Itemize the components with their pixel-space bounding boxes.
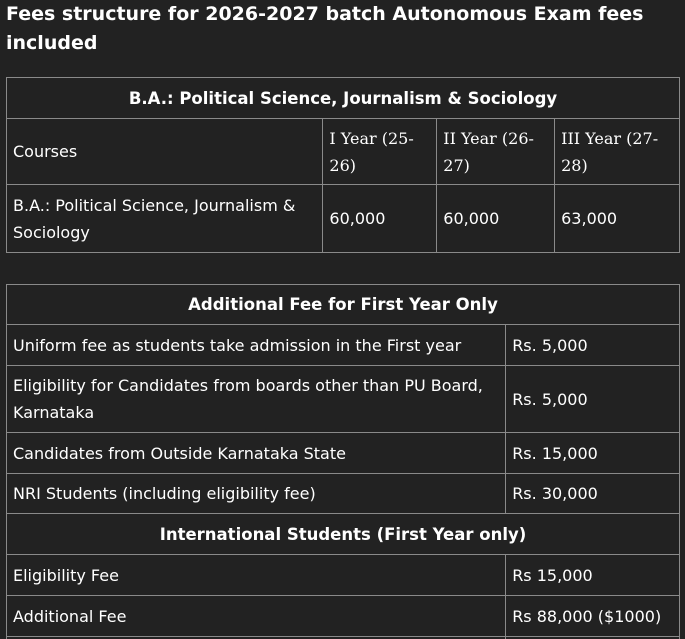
additional-fee-table — [6, 284, 680, 639]
table-title: Additional Fee for First Year Only — [7, 285, 680, 325]
course-name-cell: B.A.: Political Science, Journalism & Sociology — [7, 185, 323, 253]
table-row — [7, 433, 680, 474]
year2-header: II Year (26-27) — [437, 119, 555, 185]
year2-fee-cell: 60,000 — [437, 185, 555, 253]
fee-value-cell: Rs. 30,000 — [506, 474, 680, 514]
international-students-title: International Students (First Year only) — [7, 514, 680, 555]
fee-label-cell: NRI Students (including eligibility fee) — [7, 474, 506, 514]
fee-label-cell: Uniform fee as students take admission in the First year — [7, 325, 506, 366]
fee-label-cell: Candidates from Outside Karnataka State — [7, 433, 506, 474]
year1-fee-cell: 60,000 — [323, 185, 437, 253]
fee-label-cell: Eligibility for Candidates from boards other than PU Board, Karnataka — [7, 366, 506, 433]
ba-fees-table — [6, 77, 680, 253]
fee-label-cell: Additional Fee — [7, 596, 506, 637]
table-row — [7, 325, 680, 366]
year3-fee-cell: 63,000 — [555, 185, 680, 253]
table-row — [7, 366, 680, 433]
table-row — [7, 596, 680, 637]
fee-value-cell: Rs. 5,000 — [506, 325, 680, 366]
courses-header: Courses — [7, 119, 323, 185]
table-title: B.A.: Political Science, Journalism & Sociology — [7, 78, 680, 119]
fee-value-cell: Rs 88,000 ($1000) — [506, 596, 680, 637]
fee-value-cell: Rs. 15,000 — [506, 433, 680, 474]
table-row — [7, 555, 680, 596]
year1-header: I Year (25-26) — [323, 119, 437, 185]
fee-label-cell: Eligibility Fee — [7, 555, 506, 596]
year3-header: III Year (27-28) — [555, 119, 680, 185]
fee-value-cell: Rs. 5,000 — [506, 366, 680, 433]
fee-value-cell: Rs 15,000 — [506, 555, 680, 596]
table-row — [7, 474, 680, 514]
page-title: Fees structure for 2026-2027 batch Autonomous Exam fees included — [6, 3, 644, 54]
